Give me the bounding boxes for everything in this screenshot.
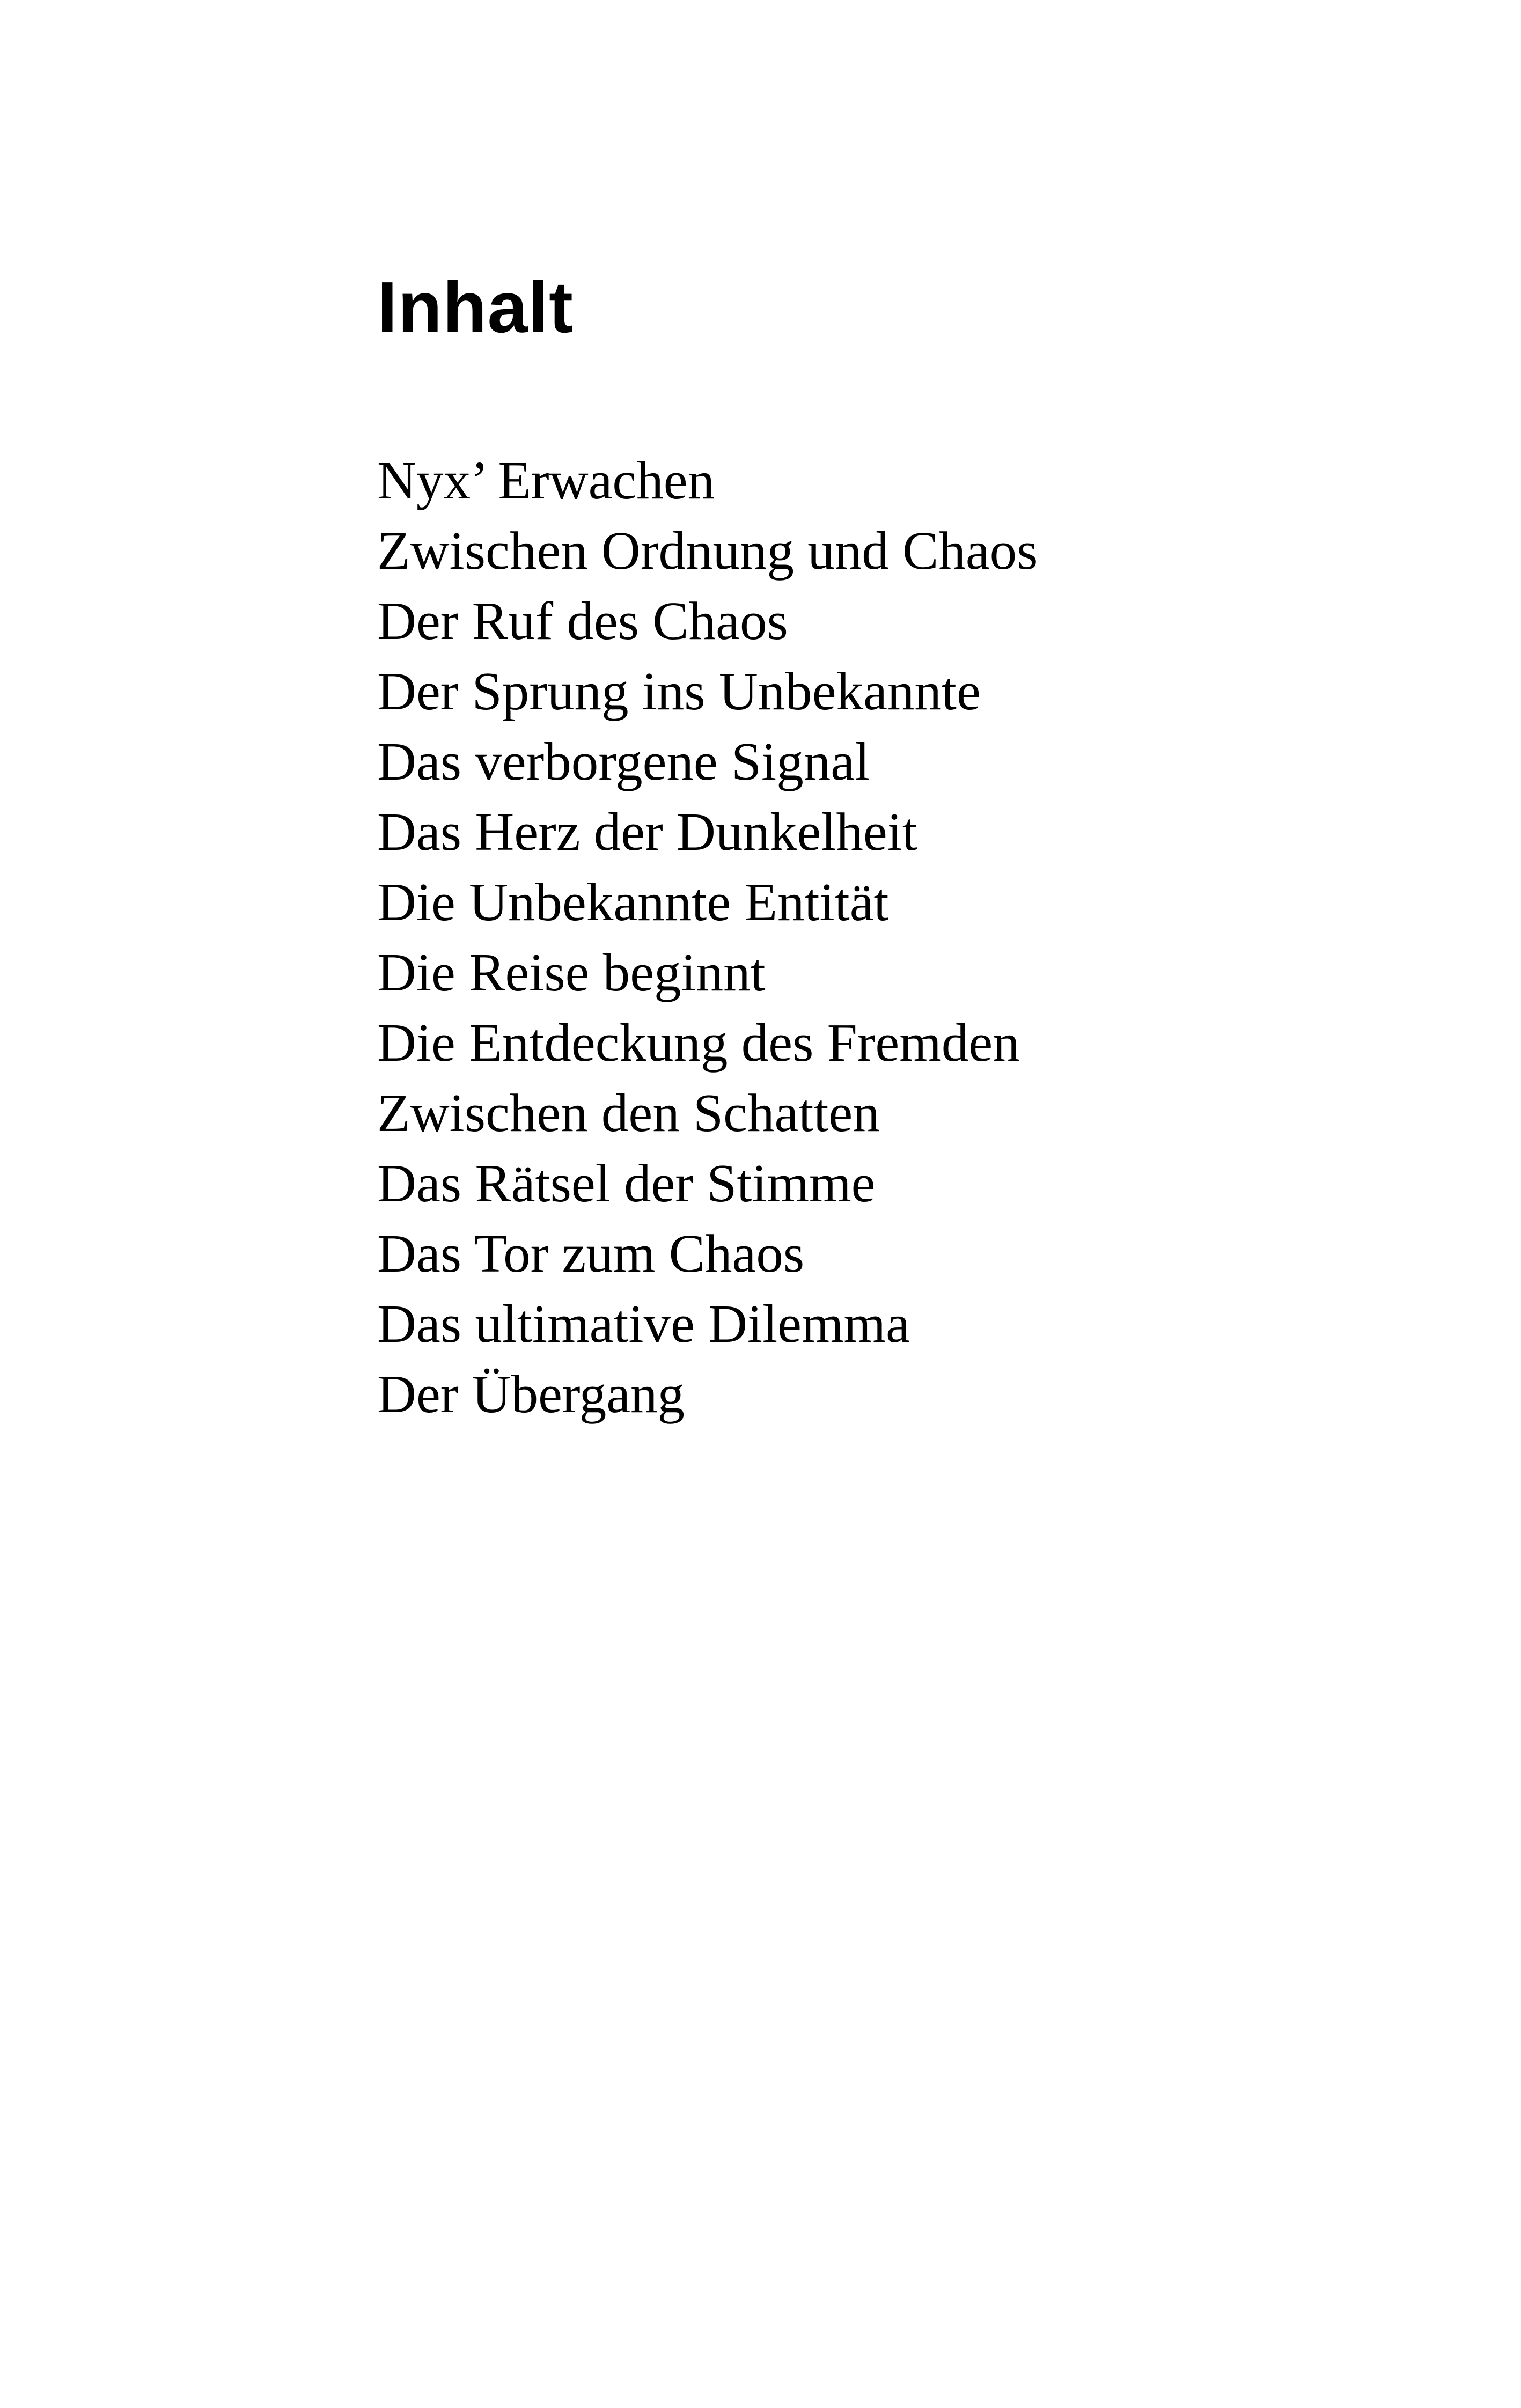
toc-entry: Die Reise beginnt xyxy=(377,942,766,1002)
toc-entry: Der Sprung ins Unbekannte xyxy=(377,661,981,721)
toc-entry: Zwischen Ordnung und Chaos xyxy=(377,520,1038,581)
toc-entry: Das Rätsel der Stimme xyxy=(377,1153,876,1213)
toc-list xyxy=(377,445,1038,1429)
toc-heading: Inhalt xyxy=(377,267,574,348)
toc-entry: Der Ruf des Chaos xyxy=(377,591,788,651)
toc-entry: Nyx’ Erwachen xyxy=(377,450,715,510)
toc-entry: Das Herz der Dunkelheit xyxy=(377,802,917,862)
toc-entry: Das ultimative Dilemma xyxy=(377,1294,910,1354)
toc-entry: Der Übergang xyxy=(377,1364,685,1424)
toc-entry: Das Tor zum Chaos xyxy=(377,1223,805,1283)
toc-entry: Die Entdeckung des Fremden xyxy=(377,1012,1020,1073)
toc-entry: Die Unbekannte Entität xyxy=(377,872,889,932)
toc-entry: Das verborgene Signal xyxy=(377,731,870,791)
toc-entry: Zwischen den Schatten xyxy=(377,1083,880,1143)
